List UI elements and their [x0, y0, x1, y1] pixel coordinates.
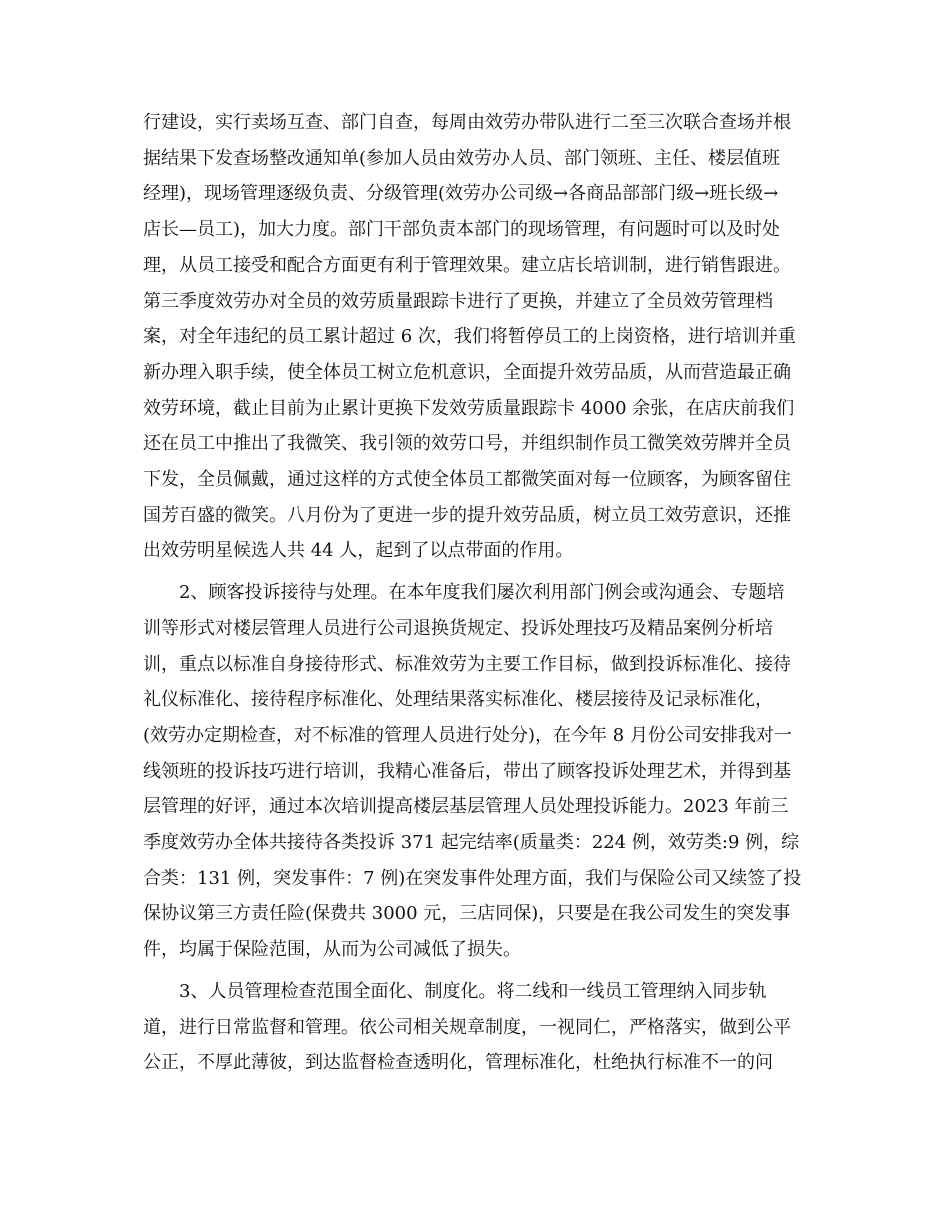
text-line: 第三季度效劳办对全员的效劳质量跟踪卡进行了更换，并建立了全员效劳管理档	[143, 290, 773, 312]
text-line: 效劳环境，截止目前为止累计更换下发效劳质量跟踪卡 4000 余张，在店庆前我们	[143, 397, 795, 419]
paragraph-p2	[143, 575, 813, 968]
paragraph-p1	[143, 105, 813, 569]
text-line: 训等形式对楼层管理人员进行公司退换货规定、投诉处理技巧及精品案例分析培	[143, 617, 773, 639]
text-line: 店长—员工)，加大力度。部门干部负责本部门的现场管理，有问题时可以及时处	[143, 219, 781, 241]
text-line: 还在员工中推出了我微笑、我引领的效劳口号，并组织制作员工微笑效劳牌并全员	[143, 433, 791, 455]
text-line: 经理)，现场管理逐级负责、分级管理(效劳办公司级→各商品部部门级→班长级→	[143, 183, 779, 205]
text-line: 案，对全年违纪的员工累计超过 6 次，我们将暂停员工的上岗资格，进行培训并重	[143, 326, 796, 348]
text-line: 2、顾客投诉接待与处理。在本年度我们屡次利用部门例会或沟通会、专题培	[179, 582, 785, 604]
text-line: 3、人员管理检查范围全面化、制度化。将二线和一线员工管理纳入同步轨	[179, 980, 767, 1002]
text-line: 下发，全员佩戴，通过这样的方式使全体员工都微笑面对每一位顾客，为顾客留住	[143, 469, 791, 491]
text-line: 训，重点以标准自身接待形式、标准效劳为主要工作目标，做到投诉标准化、接待	[143, 653, 791, 675]
text-line: 道，进行日常监督和管理。依公司相关规章制度，一视同仁，严格落实，做到公平	[143, 1016, 791, 1038]
text-line: 理，从员工接受和配合方面更有利于管理效果。建立店长培训制，进行销售跟进。	[143, 254, 791, 276]
text-line: 新办理入职手续，使全体员工树立危机意识，全面提升效劳品质，从而营造最正确	[143, 361, 791, 383]
text-line: 据结果下发查场整改通知单(参加人员由效劳办人员、部门领班、主任、楼层值班	[143, 147, 781, 169]
text-line: 合类：131 例，突发事件：7 例)在突发事件处理方面，我们与保险公司又续签了投	[143, 867, 802, 889]
text-line: 礼仪标准化、接待程序标准化、处理结果落实标准化、楼层接待及记录标准化，	[143, 689, 773, 711]
text-line: (效劳办定期检查，对不标准的管理人员进行处分)，在今年 8 月份公司安排我对一	[143, 724, 792, 746]
text-line: 出效劳明星候选人共 44 人，起到了以点带面的作用。	[143, 540, 574, 562]
text-line: 公正，不厚此薄彼，到达监督检查透明化，管理标准化，杜绝执行标准不一的问	[143, 1052, 773, 1074]
text-line: 件，均属于保险范围，从而为公司减低了损失。	[143, 939, 521, 961]
text-line: 季度效劳办全体共接待各类投诉 371 起完结率(质量类：224 例，效劳类:9 例，综	[143, 832, 800, 854]
text-line: 层管理的好评，通过本次培训提高楼层基层管理人员处理投诉能力。2023 年前三	[143, 796, 789, 818]
paragraph-p3	[143, 974, 813, 1081]
text-line: 保协议第三方责任险(保费共 3000 元，三店同保)，只要是在我公司发生的突发事	[143, 903, 791, 925]
text-line: 线领班的投诉技巧进行培训，我精心准备后，带出了顾客投诉处理艺术，并得到基	[143, 760, 791, 782]
document-page	[143, 105, 813, 1087]
text-line: 国芳百盛的微笑。八月份为了更进一步的提升效劳品质，树立员工效劳意识，还推	[143, 504, 791, 526]
text-line: 行建设，实行卖场互查、部门自查，每周由效劳办带队进行二至三次联合查场并根	[143, 112, 791, 133]
